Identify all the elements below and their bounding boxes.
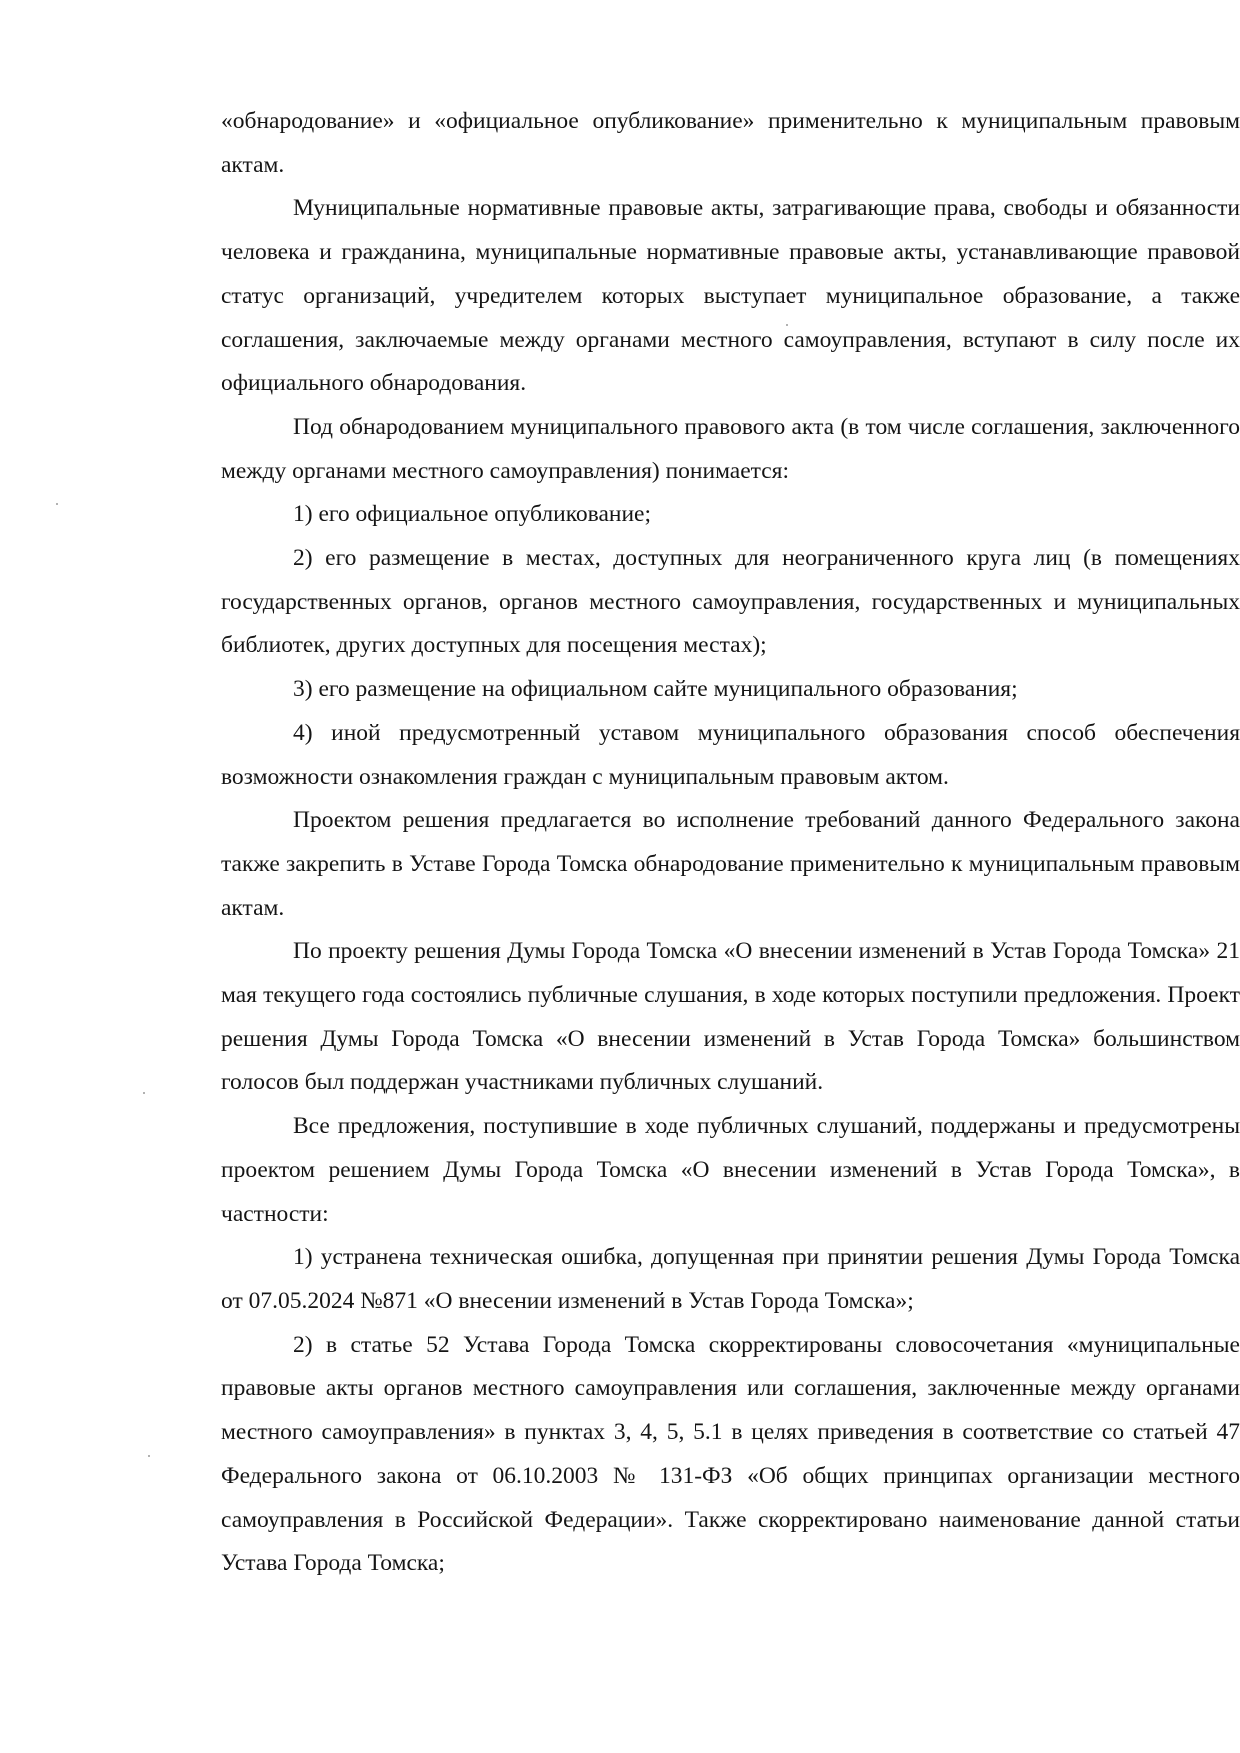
paragraph-proposals: Все предложения, поступившие в ходе публичных слушаний, поддержаны и предусмотрены проектом решением Думы Города Томска «О внесении изменений в Устав Города Томска», в частности: [221,1113,1240,1227]
paragraph-project: Проектом решения предлагается во исполнение требований данного Федерального закона также закрепить в Уставе Города Томска обнародование применительно к муниципальным правовым актам. [221,807,1240,921]
scan-speck [143,1092,145,1094]
scan-speck [56,503,58,505]
list-item-correction-1: 1) устранена техническая ошибка, допущенная при принятии решения Думы Города Томска от 07.05.2024 №871 «О внесении изменений в Устав Города Томска»; [221,1244,1240,1314]
list-item-4: 4) иной предусмотренный уставом муниципального образования способ обеспечения возможности ознакомления граждан с муниципальным правовым актом. [221,719,1240,790]
list-item-1: 1) его официальное опубликование; [293,501,652,528]
scan-speck [148,1455,150,1457]
paragraph-1: «обнародование» и «официальное опубликование» применительно к муниципальным правовым актам. [221,108,1240,178]
list-item-3: 3) его размещение на официальном сайте муниципального образования; [293,676,1018,703]
list-item-correction-2: 2) в статье 52 Устава Города Томска скорректированы словосочетания «муниципальные правовые акты органов местного самоуправления или соглашения, заключенные между органами местного самоуправления» в пунктах 3, 4, 5, 5.1 в целях приведения в соответствие со статьей 47 Федерального закона от 06.10.2003 № 131-ФЗ «Об общих принципах организации местного самоуправления в Российской Федерации». Также скорректировано наименование данной статьи Устава Города Томска; [221,1331,1240,1577]
document-body [221,100,1240,1586]
paragraph-2: Муниципальные нормативные правовые акты, затрагивающие права, свободы и обязанности человека и гражданина, муниципальные нормативные правовые акты, устанавливающие правовой статус организаций, учредителем которых выступает муниципальное образование, а также соглашения, заключаемые между органами местного самоуправления, вступают в силу после их официального обнародования. [221,195,1240,397]
paragraph-hearings: По проекту решения Думы Города Томска «О внесении изменений в Устав Города Томска» 21 мая текущего года состоялись публичные слушания, в ходе которых поступили предложения. Проект решения Думы Города Томска «О внесении изменений в Устав Города Томска» большинством голосов был поддержан участниками публичных слушаний. [221,938,1240,1096]
list-item-2: 2) его размещение в местах, доступных для неограниченного круга лиц (в помещениях государственных органов, органов местного самоуправления, государственных и муниципальных библиотек, других доступных для посещения местах); [221,545,1240,659]
paragraph-3: Под обнародованием муниципального правового акта (в том числе соглашения, заключенного между органами местного самоуправления) понимается: [221,413,1240,484]
